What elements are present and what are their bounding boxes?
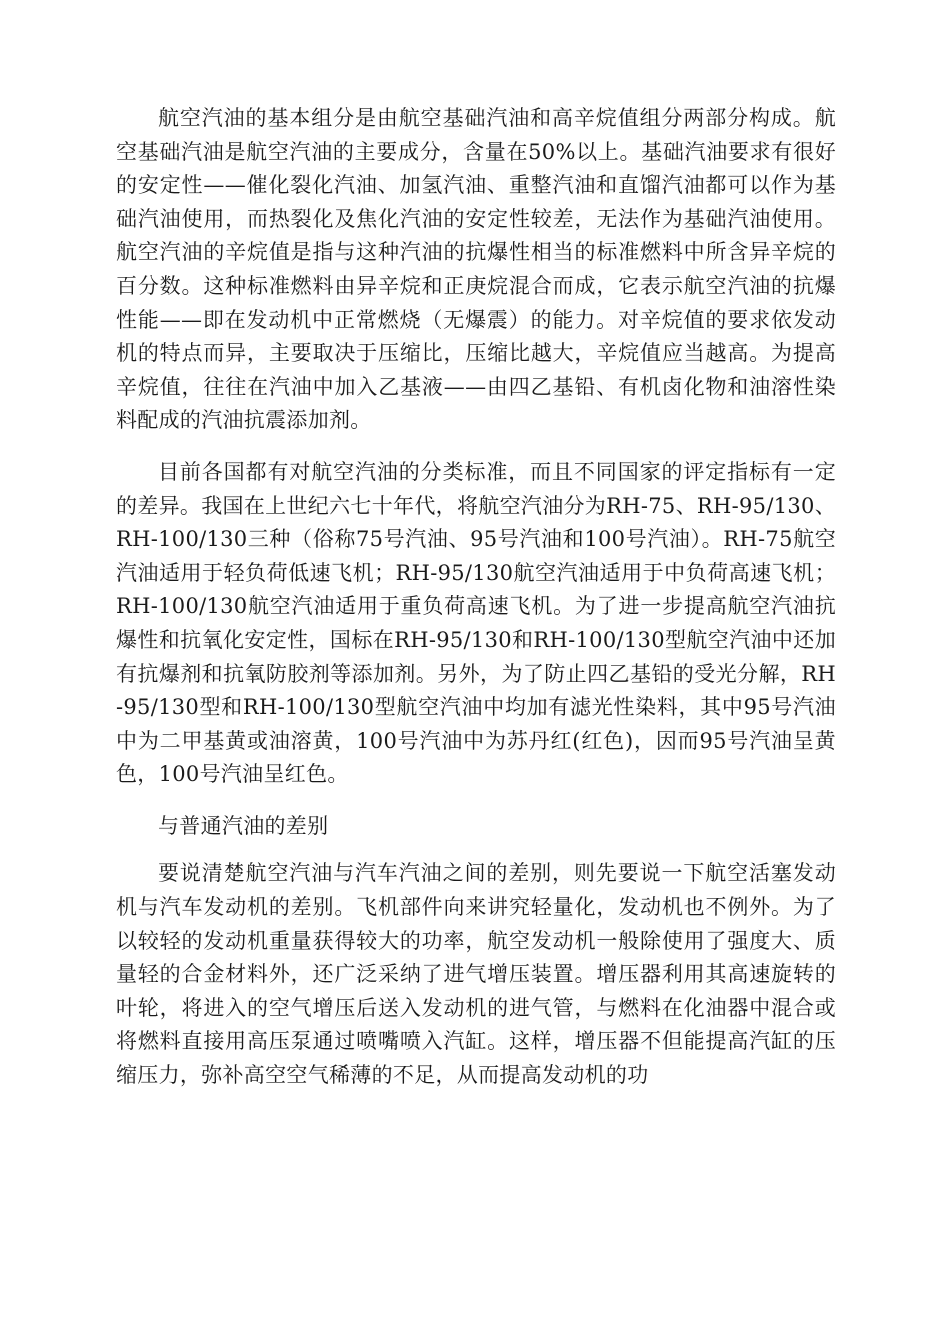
paragraph-composition: 航空汽油的基本组分是由航空基础汽油和高辛烷值组分两部分构成。航空基础汽油是航空汽油的主要成分，含量在50%以上。基础汽油要求有很好的安定性——催化裂化汽油、加氢汽油、重整汽油和直馏汽油都可以作为基础汽油使用，而热裂化及焦化汽油的安定性较差，无法作为基础汽油使用。航空汽油的辛烷值是指与这种汽油的抗爆性相当的标准燃料中所含异辛烷的百分数。这种标准燃料由异辛烷和正庚烷混合而成，它表示航空汽油的抗爆性能——即在发动机中正常燃烧（无爆震）的能力。对辛烷值的要求依发动机的特点而异，主要取决于压缩比，压缩比越大，辛烷值应当越高。为提高辛烷值，往往在汽油中加入乙基液——由四乙基铅、有机卤化物和油溶性染料配成的汽油抗震添加剂。 bbox=[116, 106, 836, 433]
document-page bbox=[116, 102, 836, 1111]
paragraph-classification: 目前各国都有对航空汽油的分类标准，而且不同国家的评定指标有一定的差异。我国在上世纪六七十年代，将航空汽油分为RH-75、RH-95/130、RH-100/130三种（俗称75号汽油、95号汽油和100号汽油）。RH-75航空汽油适用于轻负荷低速飞机；RH-95/130航空汽油适用于中负荷高速飞机；RH-100/130航空汽油适用于重负荷高速飞机。为了进一步提高航空汽油抗爆性和抗氧化安定性，国标在RH-95/130和RH-100/130型航空汽油中还加有抗爆剂和抗氧防胶剂等添加剂。另外，为了防止四乙基铅的受光分解，RH-95/130型和RH-100/130型航空汽油中均加有滤光性染料，其中95号汽油中为二甲基黄或油溶黄，100号汽油中为苏丹红(红色)，因而95号汽油呈黄色，100号汽油呈红色。 bbox=[116, 459, 836, 787]
paragraph-differences: 要说清楚航空汽油与汽车汽油之间的差别，则先要说一下航空活塞发动机与汽车发动机的差别。飞机部件向来讲究轻量化，发动机也不例外。为了以较轻的发动机重量获得较大的功率，航空发动机一般除使用了强度大、质量轻的合金材料外，还广泛采纳了进气增压装置。增压器利用其高速旋转的叶轮，将进入的空气增压后送入发动机的进气管，与燃料在化油器中混合或将燃料直接用高压泵通过喷嘴喷入汽缸。这样，增压器不但能提高汽缸的压缩压力，弥补高空空气稀薄的不足，从而提高发动机的功 bbox=[116, 861, 836, 1088]
section-heading: 与普通汽油的差别 bbox=[158, 813, 329, 838]
